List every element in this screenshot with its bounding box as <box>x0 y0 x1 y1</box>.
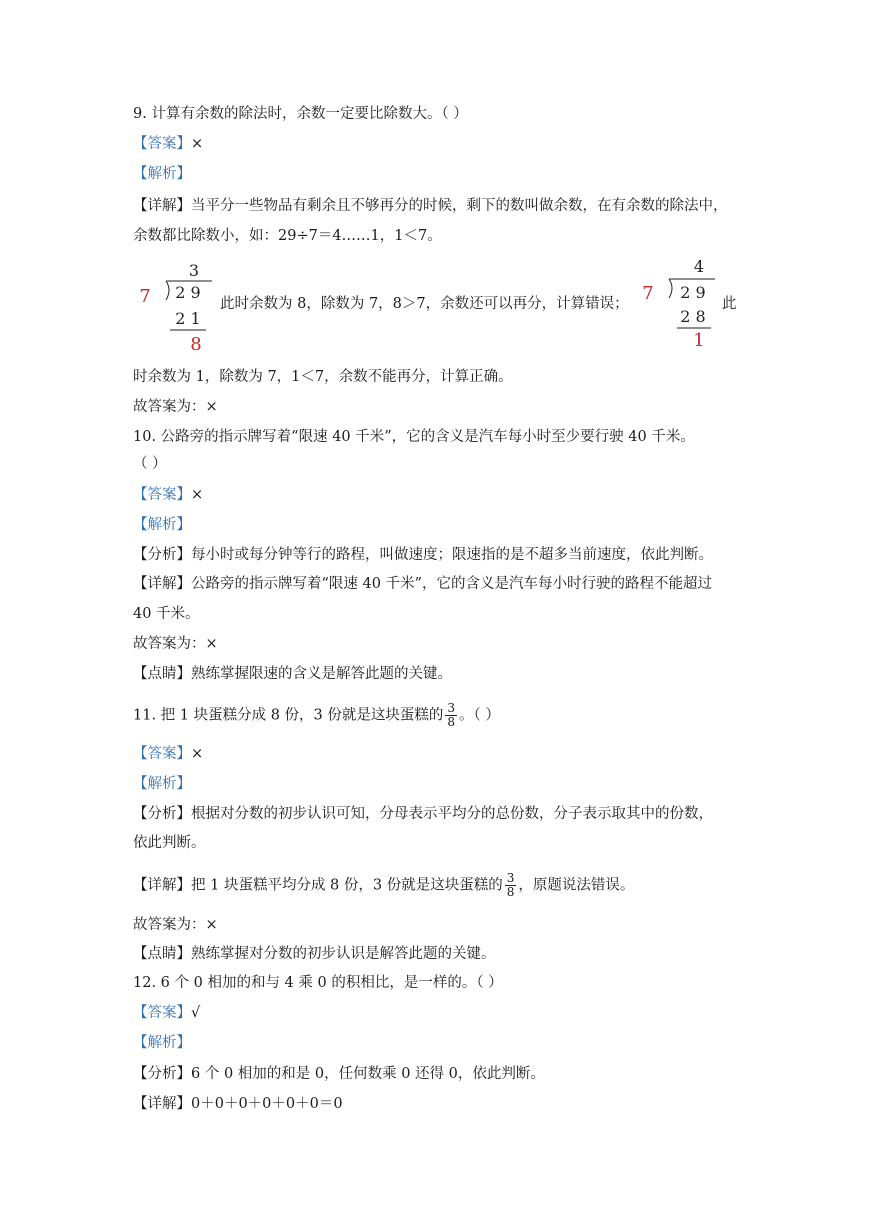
detail-10-line-1 <box>133 574 712 594</box>
dividend: 2 9 <box>175 283 201 302</box>
answer-value: √ <box>191 1005 201 1021</box>
dianjing-text: 熟练掌握限速的含义是解答此题的关键。 <box>191 666 452 682</box>
division-bracket <box>669 279 672 298</box>
dianjing-label: 【点睛】 <box>133 946 191 962</box>
detail-label: 【详解】 <box>133 576 191 592</box>
answer-label: 【答案】 <box>133 136 191 152</box>
conclusion-9: 故答案为：× <box>133 399 218 415</box>
analysis-label: 【解析】 <box>133 1035 191 1051</box>
detail-9-line-2: 余数都比除数小，如：29÷7＝4……1，1＜7。 <box>133 228 442 244</box>
division-end-text: 此 <box>722 296 737 312</box>
dianjing-10 <box>133 664 452 684</box>
quotient: 3 <box>188 261 200 280</box>
answer-9 <box>133 134 203 154</box>
detail-9-line-3: 时余数为 1，除数为 7，1＜7，余数不能再分，计算正确。 <box>133 369 513 385</box>
fenxi-label: 【分析】 <box>133 547 191 563</box>
detail-text: 0＋0＋0＋0＋0＋0＝0 <box>191 1096 343 1112</box>
answer-value: × <box>191 136 204 152</box>
detail-label: 【详解】 <box>133 1096 191 1112</box>
fraction <box>445 702 457 729</box>
detail-11 <box>133 872 634 899</box>
answer-10 <box>133 485 203 505</box>
fenxi-label: 【分析】 <box>133 1066 191 1082</box>
detail-text-end: ，原题说法错误。 <box>518 877 635 894</box>
analysis-label: 【解析】 <box>133 776 191 792</box>
remainder: 8 <box>190 334 202 355</box>
fenxi-text: 每小时或每分钟等行的路程，叫做速度；限速指的是不超多当前速度，依此判断。 <box>191 547 713 563</box>
answer-11 <box>133 744 203 764</box>
dividend: 2 9 <box>680 283 706 302</box>
answer-label: 【答案】 <box>133 487 191 503</box>
product: 2 8 <box>680 307 706 326</box>
dianjing-text: 熟练掌握对分数的初步认识是解答此题的关键。 <box>191 946 496 962</box>
analysis-10 <box>133 545 713 565</box>
question-11 <box>133 702 500 729</box>
detail-9-line-1 <box>133 196 728 216</box>
divisor: 7 <box>139 286 151 307</box>
fraction-numerator: 3 <box>447 701 456 715</box>
answer-label: 【答案】 <box>133 1005 191 1021</box>
detail-12 <box>133 1094 343 1114</box>
division-mid-text: 此时余数为 8，除数为 7，8＞7，余数还可以再分，计算错误； <box>220 296 629 312</box>
fraction-denominator: 8 <box>447 715 456 729</box>
analysis-11-line-1 <box>133 804 713 824</box>
conclusion-11: 故答案为：× <box>133 917 218 933</box>
question-9: 9. 计算有余数的除法时，余数一定要比除数大。（ ） <box>133 106 468 122</box>
fenxi-text: 根据对分数的初步认识可知，分母表示平均分的总份数，分子表示取其中的份数， <box>191 806 713 822</box>
fraction-denominator: 8 <box>506 885 515 899</box>
detail-text: 当平分一些物品有剩余且不够再分的时候，剩下的数叫做余数，在有余数的除法中， <box>191 198 728 214</box>
fenxi-label: 【分析】 <box>133 806 191 822</box>
answer-value: × <box>191 746 204 762</box>
detail-label: 【详解】 <box>133 198 191 214</box>
fraction-numerator: 3 <box>506 871 515 885</box>
dianjing-label: 【点睛】 <box>133 666 191 682</box>
answer-value: × <box>191 487 204 503</box>
conclusion-10: 故答案为：× <box>133 636 218 652</box>
question-text: 11. 把 1 块蛋糕分成 8 份，3 份就是这块蛋糕的 <box>133 707 444 724</box>
divisor: 7 <box>642 283 654 304</box>
detail-text: 把 1 块蛋糕平均分成 8 份，3 份就是这块蛋糕的 <box>191 877 503 894</box>
question-12: 12. 6 个 0 相加的和与 4 乘 0 的积相比，是一样的。（ ） <box>133 975 503 991</box>
detail-text: 公路旁的指示牌写着“限速 40 千米”，它的含义是汽车每小时行驶的路程不能超过 <box>191 576 712 592</box>
dianjing-11 <box>133 944 496 964</box>
analysis-11-line-2: 依此判断。 <box>133 835 206 851</box>
analysis-label: 【解析】 <box>133 517 191 533</box>
quotient: 4 <box>693 257 705 276</box>
analysis-label: 【解析】 <box>133 166 191 182</box>
answer-12 <box>133 1003 200 1023</box>
remainder: 1 <box>693 330 705 351</box>
detail-label: 【详解】 <box>133 877 191 894</box>
question-10-line-2: （ ） <box>133 456 167 472</box>
fraction <box>505 872 517 899</box>
detail-10-line-2: 40 千米。 <box>133 606 200 622</box>
long-division-correct <box>639 258 719 354</box>
fenxi-text: 6 个 0 相加的和是 0，任何数乘 0 还得 0，依此判断。 <box>191 1066 545 1082</box>
question-10-line-1: 10. 公路旁的指示牌写着“限速 40 千米”，它的含义是汽车每小时至少要行驶 40 千米。 <box>133 429 695 445</box>
division-bracket <box>166 281 169 300</box>
analysis-12 <box>133 1064 545 1084</box>
product: 2 1 <box>175 309 201 328</box>
question-text-end: 。（ ） <box>459 707 500 724</box>
long-division-wrong <box>136 258 216 354</box>
answer-label: 【答案】 <box>133 746 191 762</box>
